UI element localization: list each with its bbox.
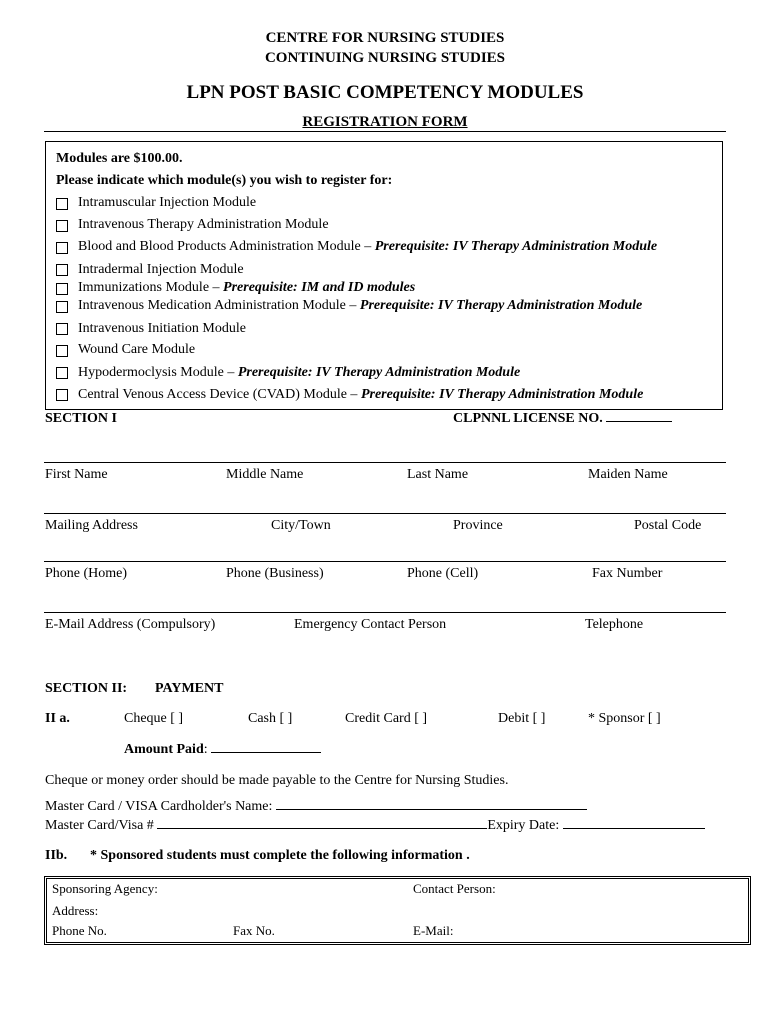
page-title: LPN POST BASIC COMPETENCY MODULES <box>186 82 584 103</box>
mailing-address-label: Mailing Address <box>45 518 138 533</box>
section2b-label: IIb. <box>45 848 68 863</box>
module-item: Hypodermoclysis Module – Prerequisite: IV Therapy Administration Module <box>78 365 521 380</box>
module-item: Intravenous Initiation Module <box>78 321 246 336</box>
header-line2: CONTINUING NURSING STUDIES <box>264 50 506 66</box>
middle-name-label: Middle Name <box>226 467 304 482</box>
module-checkbox[interactable] <box>56 264 68 276</box>
maiden-name-label: Maiden Name <box>588 467 668 482</box>
phone-cell-label: Phone (Cell) <box>407 566 479 581</box>
module-checkbox[interactable] <box>56 242 68 254</box>
contact-person-label: Contact Person: <box>413 881 496 896</box>
module-checkbox[interactable] <box>56 198 68 210</box>
address-line[interactable] <box>44 513 726 514</box>
sponsoring-agency-label: Sponsoring Agency: <box>52 881 158 896</box>
sponsor-address-label: Address: <box>52 903 99 918</box>
module-checkbox[interactable] <box>56 283 68 295</box>
sponsor-email-label: E-Mail: <box>413 923 454 938</box>
header-divider <box>44 131 726 132</box>
sponsor-note: * Sponsored students must complete the following information . <box>90 848 470 863</box>
module-checkbox[interactable] <box>56 301 68 313</box>
first-name-label: First Name <box>45 467 108 482</box>
card-number-row: Master Card/Visa # Expiry Date: <box>45 818 705 834</box>
module-item: Immunizations Module – Prerequisite: IM and ID modules <box>78 280 416 295</box>
cash-option[interactable]: Cash [ ] <box>248 711 293 726</box>
module-item: Intramuscular Injection Module <box>78 195 257 210</box>
email-line[interactable] <box>44 612 726 613</box>
section2a-label: II a. <box>45 711 70 726</box>
postal-code-label: Postal Code <box>634 518 702 533</box>
emergency-contact-label: Emergency Contact Person <box>294 617 447 632</box>
amount-paid-row: Amount Paid: <box>124 742 321 758</box>
form-subtitle: REGISTRATION FORM <box>302 114 468 130</box>
sponsor-fax-label: Fax No. <box>233 923 275 938</box>
amount-paid-field[interactable] <box>211 751 321 753</box>
fax-number-label: Fax Number <box>592 566 663 581</box>
module-checkbox[interactable] <box>56 345 68 357</box>
section1-title: SECTION I <box>45 411 117 426</box>
phone-line[interactable] <box>44 561 726 562</box>
cheque-note: Cheque or money order should be made payable to the Centre for Nursing Studies. <box>45 773 509 788</box>
module-item: Blood and Blood Products Administration Module – Prerequisite: IV Therapy Administration Module <box>78 239 658 254</box>
module-checkbox[interactable] <box>56 323 68 335</box>
license-label: CLPNNL LICENSE NO. <box>453 411 672 427</box>
cheque-option[interactable]: Cheque [ ] <box>124 711 184 726</box>
section2-payment: PAYMENT <box>155 681 224 696</box>
cardholder-field[interactable] <box>276 808 587 810</box>
expiry-field[interactable] <box>563 827 705 829</box>
license-field[interactable] <box>606 420 672 422</box>
module-checkbox[interactable] <box>56 220 68 232</box>
phone-home-label: Phone (Home) <box>45 566 128 581</box>
module-checkbox[interactable] <box>56 367 68 379</box>
section2-title: SECTION II: <box>45 681 128 696</box>
module-checkbox[interactable] <box>56 389 68 401</box>
module-item: Intravenous Medication Administration Module – Prerequisite: IV Therapy Administration Module <box>78 298 643 313</box>
last-name-label: Last Name <box>407 467 469 482</box>
city-label: City/Town <box>271 518 331 533</box>
module-item: Intravenous Therapy Administration Module <box>78 217 329 232</box>
modules-instruction: Please indicate which module(s) you wish to register for: <box>56 173 393 188</box>
telephone-label: Telephone <box>585 617 644 632</box>
sponsor-phone-label: Phone No. <box>52 923 107 938</box>
sponsor-option[interactable]: * Sponsor [ ] <box>588 711 661 726</box>
module-item: Central Venous Access Device (CVAD) Module – Prerequisite: IV Therapy Administration Module <box>78 387 644 402</box>
modules-price: Modules are $100.00. <box>56 151 183 166</box>
province-label: Province <box>453 518 503 533</box>
phone-business-label: Phone (Business) <box>226 566 324 581</box>
header-line1: CENTRE FOR NURSING STUDIES <box>265 30 505 46</box>
name-line[interactable] <box>44 462 726 463</box>
module-item: Intradermal Injection Module <box>78 262 244 277</box>
module-item: Wound Care Module <box>78 342 196 357</box>
card-number-field[interactable] <box>157 827 487 829</box>
debit-option[interactable]: Debit [ ] <box>498 711 546 726</box>
email-label: E-Mail Address (Compulsory) <box>45 617 216 632</box>
credit-card-option[interactable]: Credit Card [ ] <box>345 711 428 726</box>
cardholder-row: Master Card / VISA Cardholder's Name: <box>45 799 587 815</box>
